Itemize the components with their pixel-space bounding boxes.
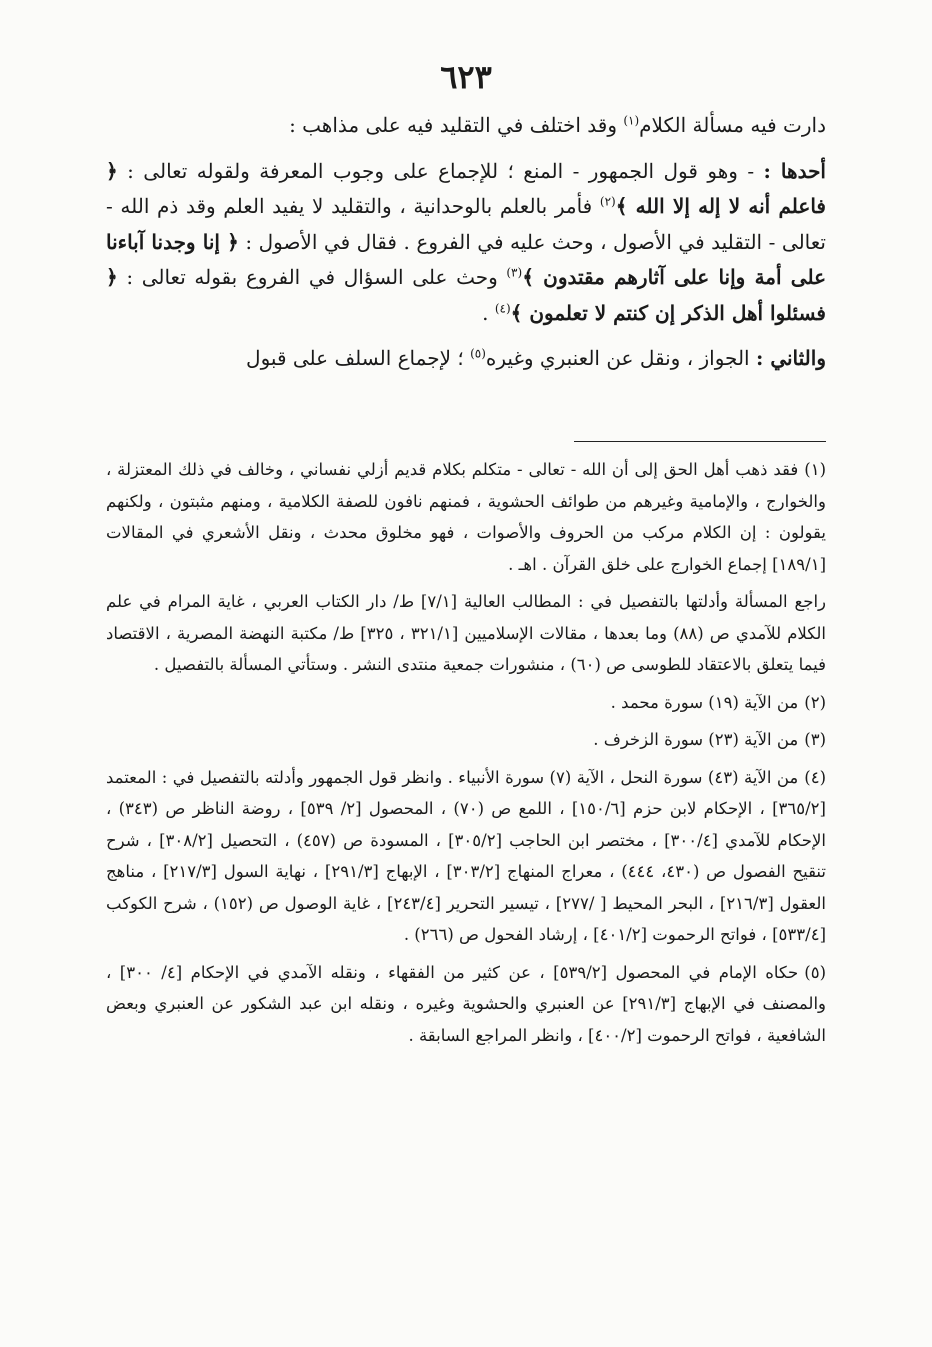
p3-lead: والثاني : [755, 346, 826, 370]
footnote-ref-4[interactable]: (٤) [494, 300, 511, 315]
footnote-4-text: من الآية (٤٣) سورة النحل ، الآية (٧) سورة الأنبياء . وانظر قول الجمهور وأدلته بالتفصيل في : المعتمد [٣٦٥/٢] ، الإحكام لابن حزم [١٥٠/٦] ، اللمع ص (٧٠) ، المحصول [٢/ ٥٣٩] ، روضة الناظر ص (٣٤٣) ، الإحكام للآمدي [٣٠٠/٤] ، مختصر ابن الحاجب [٣٠٥/٢] ، المسودة ص (٤٥٧) ، التحصيل [٣٠٨/٢] ، شرح تنقيح الفصول ص (٤٣٠، ٤٤٤) ، معراج المنهاج [٣٠٣/٢] ، الإبهاج [٢٩١/٣] ، نهاية السول [٢١٧/٣] ، مناهج العقول [٢١٦/٣] ، البحر المحيط [ /٢٧٧] ، تيسير التحرير [٢٤٣/٤] ، غاية الوصول ص (١٥٢) ، شرح الكوكب [٥٣٣/٤] ، فواتح الرحموت [٤٠١/٢] ، إرشاد الفحول ص (٢٦٦) . [106, 767, 827, 944]
footnote-3-number: (٣) [804, 730, 826, 749]
p2-lead: أحدها : [763, 158, 826, 183]
quran-quote-3: ﴿ فسئلوا أهل الذكر إن كنتم لا تعلمون ﴾ [106, 265, 826, 325]
p1-text: دارت فيه مسألة الكلام [639, 113, 826, 137]
footnote-2-text: من الآية (١٩) سورة محمد . [610, 692, 799, 712]
footnote-ref-2[interactable]: (٢) [599, 194, 616, 209]
footnote-divider [574, 441, 826, 442]
paragraph-1 [106, 108, 826, 144]
footnote-1 [106, 454, 826, 580]
p1-rest: وقد اختلف في التقليد فيه على مذاهب : [289, 113, 624, 137]
footnote-5 [106, 957, 826, 1052]
footnote-5-number: (٥) [804, 962, 826, 982]
footnote-5-text: حكاه الإمام في المحصول [٥٣٩/٢] ، عن كثير من الفقهاء ، ونقله الآمدي في الإحكام [٤/ ٣٠٠] ، والمصنف في الإبهاج [٢٩١/٣] عن العنبري والحشوية وغيره ، ونقله ابن عبد الشكور عن العنبري وبعض الشافعية ، فواتح الرحموت [٤٠٠/٢] ، وانظر المراجع السابقة . [106, 962, 826, 1045]
footnote-1-text: فقد ذهب أهل الحق إلى أن الله - تعالى - متكلم بكلام قديم أزلي نفساني ، وخالف في ذلك المعتزلة ، والخوارج ، والإمامية وغيرهم من طوائف الحشوية ، فمنهم نافون للصفة الكلامية ، ومنهم مثبتون ، ولكنهم يقولون : إن الكلام مركب من الحروف والأصوات ، فهو مخلوق محدث ، ونقل الأشعري في المقالات [١٨٩/١] إجماع الخوارج على خلق القرآن . اهـ . [106, 460, 826, 574]
footnote-2 [106, 687, 826, 719]
p2-a: - وهو قول الجمهور - المنع ؛ للإجماع على وجوب المعرفة ولقوله تعالى : [117, 158, 764, 183]
footnote-3-text: من الآية (٢٣) سورة الزخرف . [593, 730, 799, 749]
quran-quote-2: ﴿ إنا وجدنا آباءنا على أمة وإنا على آثارهم مقتدون ﴾ [106, 229, 827, 289]
footnote-ref-5[interactable]: (٥) [470, 346, 486, 361]
paragraph-2 [106, 154, 826, 332]
footnote-3 [106, 724, 826, 756]
page-number: ٦٢٣ [440, 58, 492, 96]
footnote-4-number: (٤) [804, 767, 826, 787]
p3-a: الجواز ، ونقل عن العنبري وغيره [485, 346, 756, 370]
footnote-ref-1[interactable]: (١) [623, 113, 640, 128]
p2-d: . [482, 300, 495, 325]
p2-b: فأمر بالعلم بالوحدانية ، والتقليد لا يفيد العلم وقد ذم الله - تعالى - التقليد في الأصول ، وحث عليه في الفروع . فقال في الأصول : [106, 194, 826, 254]
paragraph-3 [106, 341, 826, 377]
footnotes [106, 454, 826, 1057]
p3-b: ؛ لإجماع السلف على قبول [246, 346, 471, 370]
quran-quote-1: ﴿ فاعلم أنه لا إله إلا الله ﴾ [106, 158, 826, 218]
footnote-1-continuation: راجع المسألة وأدلتها بالتفصيل في : المطالب العالية [٧/١] ط/ دار الكتاب العربي ، غاية المرام في علم الكلام للآمدي ص (٨٨) وما بعدها ، مقالات الإسلاميين [٣٢١/١ ، ٣٢٥] ط/ مكتبة النهضة المصرية ، الاقتصاد فيما يتعلق بالاعتقاد للطوسى ص (٦٠) ، منشورات جمعية منتدى النشر . وستأتي المسألة بالتفصيل . [106, 592, 826, 674]
footnote-ref-3[interactable]: (٣) [506, 265, 523, 280]
main-text [106, 108, 826, 387]
footnote-1-number: (١) [804, 460, 826, 479]
p2-c: وحث على السؤال في الفروع بقوله تعالى : [117, 265, 507, 289]
footnote-2-number: (٢) [804, 692, 826, 712]
footnote-4 [106, 762, 826, 951]
